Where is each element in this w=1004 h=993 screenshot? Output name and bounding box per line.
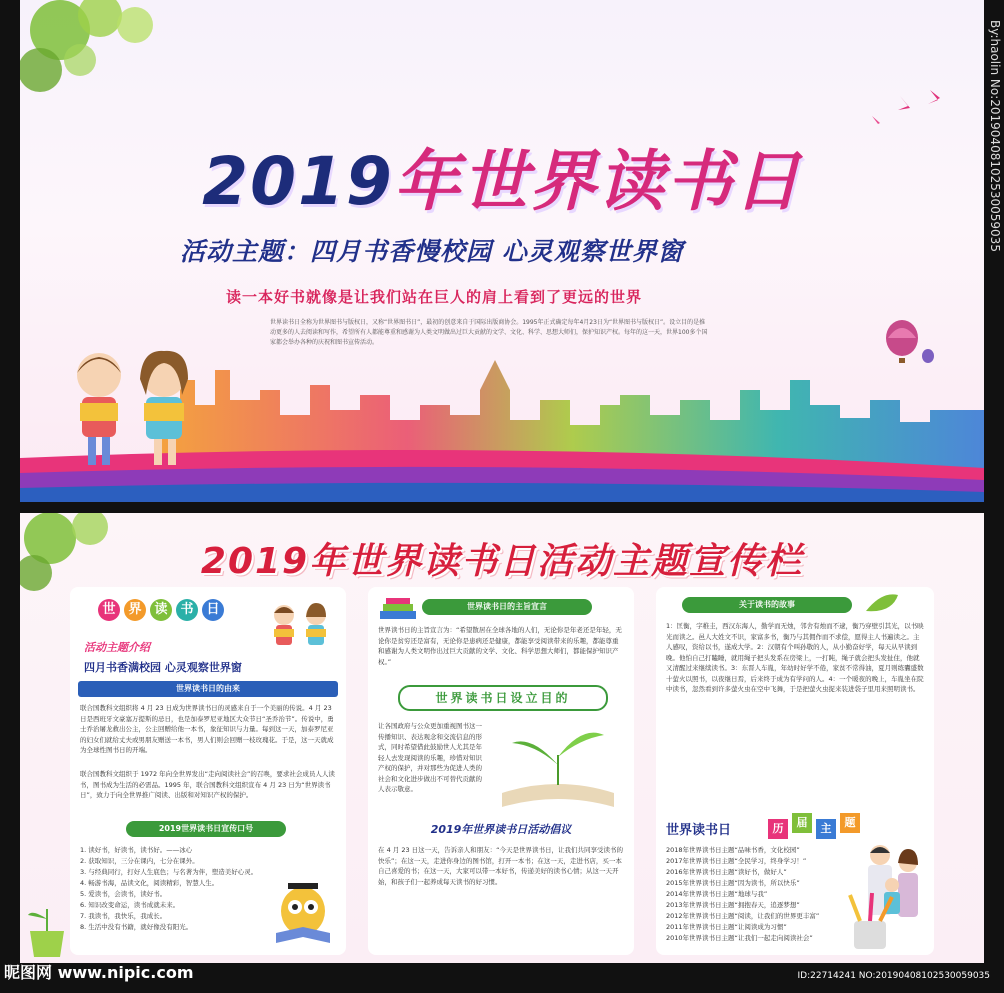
open-book-sprout-illustration bbox=[492, 715, 624, 815]
top-banner bbox=[20, 0, 984, 502]
purpose-text: 让各国政府与公众更加重视图书这一传播知识、表达观念和交流信息的形式，同时希望借此鼓励世人尤其是年轻人去发现阅读的乐趣，珍惜对知识产权的保护，并对那些为促进人类的社会和文化进步做出不可替代贡献的人表示敬意。 bbox=[378, 722, 482, 793]
list-item: 2015年世界读书日主题“因为读书，所以快乐” bbox=[666, 879, 800, 887]
site-watermark: 昵图网 www.nipic.com bbox=[4, 963, 194, 982]
theme-history-heading: 世界读书日 bbox=[666, 823, 732, 838]
id-watermark: ID:22714241 NO:20190408102530059035 bbox=[797, 971, 990, 981]
list-item: 3. 与经典同行，打好人生底色；与名著为伴，塑造美好心灵。 bbox=[80, 868, 258, 876]
list-item: 2014年世界读书日主题“地球与我” bbox=[666, 890, 768, 898]
list-item: 2016年世界读书日主题“读好书，做好人” bbox=[666, 868, 787, 876]
list-item: 2. 获取知识，三分在课内，七分在课外。 bbox=[80, 857, 199, 865]
reading-children-illustration bbox=[266, 601, 336, 657]
list-item: 2018年世界读书日主题“品味书香，文化校园” bbox=[666, 846, 800, 854]
leaf-icon bbox=[862, 591, 902, 615]
activity-theme: 活动主题：四月书香慢校园 心灵观察世界窗 bbox=[180, 237, 684, 266]
side-watermark: By:haolin No:20190408102530059035 bbox=[988, 20, 1002, 252]
potted-plant-icon bbox=[22, 899, 72, 959]
slogan-list bbox=[80, 845, 260, 933]
logo-char: 日 bbox=[202, 599, 224, 621]
main-title: 2019年世界读书日 bbox=[202, 143, 802, 220]
left-subtitle: 四月书香满校园 心灵观察世界窗 bbox=[84, 661, 242, 674]
intro-paragraph: 世界读书日全称为世界图书与版权日，又称“世界图书日”，最初的创意来自于国际出版商协会。1995年正式确定每年4月23日为“世界图书与版权日”。设立目的是推动更多的人去阅读和写作，希望所有人都能尊重和感谢为人类文明做出过巨大贡献的文学、文化、科学、思想大师们，保护知识产权。每年的这一天，世界100多个国家都会举办各种的庆祝和图书宣传活动。 bbox=[270, 319, 708, 346]
origin-heading: 世界读书日的由来 bbox=[78, 681, 338, 697]
initiative-text: 在 4 月 23 日这一天，告诉亲人和朋友：“今天是世界读书日，让我们共同享受读书的快乐”；在这一天，走进你身边的图书馆，打开一本书；在这一天，走进书店，买一本自己喜爱的书；在这一天，大家可以带一本好书，传递美好的读书心情；从这一天开始，和孩子们一起养成每天读书的好习惯。 bbox=[378, 846, 624, 886]
butterflies-icon bbox=[850, 88, 970, 148]
story-text: 1：匡衡，字稚圭，西汉东海人，勤学而无烛，邻舍有烛而不逮，衡乃穿壁引其光，以书映光而读之。邑人大姓文不识，家富多书，衡乃与其佣作而不求偿，愿得主人书遍读之。主人感叹，资给以书，遂成大学。2：汉朝有个叫孙敬的人，从小勤奋好学，每天从早读到晚。他怕自己打瞌睡，就用绳子把头发系在房梁上，一打盹，绳子就会把头发扯住，他就又清醒过来继续读书。3：东晋人车胤，年幼时好学不倦，家贫不常得油，夏月则练囊盛数十萤火以照书，以夜继日焉，后来终于成为有学问的人。4：一个暖夜的晚上，车胤坐在院中读书，忽然看到许多萤火虫在空中飞舞，于是把萤火虫捉来装进袋子里用来照明读书。 bbox=[666, 622, 924, 693]
owl-with-book-illustration bbox=[266, 877, 340, 947]
theme-char: 届 bbox=[792, 813, 812, 833]
theme-char: 题 bbox=[840, 813, 860, 833]
logo-char: 读 bbox=[150, 599, 172, 621]
books-icon bbox=[378, 597, 418, 621]
list-item: 5. 爱读书，会读书，读好书。 bbox=[80, 890, 167, 898]
list-item: 4. 畅游书海，品读文化，阅读精彩，智慧人生。 bbox=[80, 879, 219, 887]
list-item: 7. 我读书，我快乐，我成长。 bbox=[80, 912, 167, 920]
list-item: 1. 读好书，好读书，读书好。——冰心 bbox=[80, 846, 193, 854]
logo-char: 界 bbox=[124, 599, 146, 621]
story-heading: 关于读书的故事 bbox=[682, 597, 852, 613]
slogan-heading: 2019世界读书日宣传口号 bbox=[126, 821, 286, 837]
origin-text: 联合国教科文组织将 4 月 23 日成为世界读书日的灵感来自于一个美丽的传说。4 月 23 日是西班牙文豪塞万提斯的忌日，也是加泰罗尼亚地区大众节日“圣乔治节”。传说中，勇士乔治屠龙救出公主，公主回赠给他一本书，象征知识与力量。每到这一天，加泰罗尼亚的妇女们就给丈夫或男朋友赠送一本书，男人们则会回赠一枝玫瑰花。于是，这一天就成为全球性图书日的开端。 bbox=[80, 704, 334, 754]
bulletin-board bbox=[20, 513, 984, 963]
list-item: 8. 生活中没有书籍，就好像没有阳光。 bbox=[80, 923, 193, 931]
logo-char: 书 bbox=[176, 599, 198, 621]
origin-text-2: 联合国教科文组织于 1972 年向全世界发出“走向阅读社会”的召唤，要求社会成员人人读书，图书成为生活的必需品。1995 年，联合国教科文组织宣布 4 月 23 日为“世界读书日”，致力于向全世界推广阅读、出版和对知识产权的保护。 bbox=[80, 770, 335, 799]
pencil-cup-icon bbox=[840, 891, 900, 951]
middle-column bbox=[368, 587, 634, 955]
list-item: 2013年世界读书日主题“拥抱春天，追逐梦想” bbox=[666, 901, 800, 909]
left-column bbox=[70, 587, 346, 955]
theme-char: 历 bbox=[768, 819, 788, 839]
list-item: 2012年世界读书日主题“阅读，让我们的世界更丰富” bbox=[666, 912, 820, 920]
list-item: 2017年世界读书日主题“全民学习，终身学习！” bbox=[666, 857, 807, 865]
declaration-text: 世界读书日的主旨宣言为：“希望散居在全球各地的人们，无论你是年老还是年轻，无论你是贫穷还是富有，无论你是患病还是健康，都能享受阅读带来的乐趣，都能尊重和感谢为人类文明作出过巨大贡献的文学、文化、科学思想大师们，都能保护知识产权。” bbox=[378, 626, 622, 666]
purpose-heading: 世界读书日设立目的 bbox=[398, 685, 608, 711]
list-item: 2011年世界读书日主题“让阅读成为习惯” bbox=[666, 923, 787, 931]
theme-char: 主 bbox=[816, 819, 836, 839]
bulletin-title: 2019年世界读书日活动主题宣传栏 bbox=[200, 541, 804, 582]
reading-children-illustration bbox=[64, 345, 204, 471]
list-item: 2010年世界读书日主题“让我们一起走向阅读社会” bbox=[666, 934, 813, 942]
quote-text: 读一本好书就像是让我们站在巨人的肩上看到了更远的世界 bbox=[226, 288, 643, 306]
logo-char: 世 bbox=[98, 599, 120, 621]
declaration-heading: 世界读书日的主旨宣言 bbox=[422, 599, 592, 615]
initiative-heading: 2019年世界读书日活动倡议 bbox=[430, 823, 572, 836]
list-item: 6. 知识改变命运，读书成就未来。 bbox=[80, 901, 180, 909]
theme-history-list bbox=[666, 845, 856, 944]
theme-badge: 活动主题介绍 bbox=[84, 641, 150, 654]
tree-leaves-decoration bbox=[20, 0, 180, 100]
